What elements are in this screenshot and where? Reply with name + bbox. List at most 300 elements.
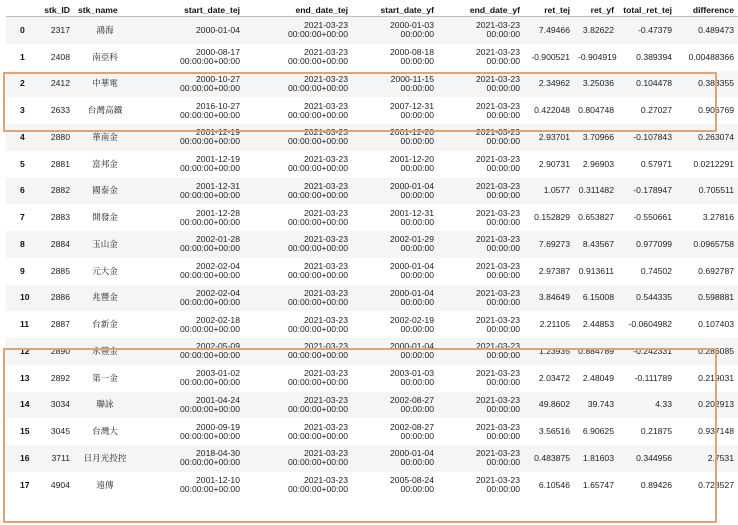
cell-stk-id: 2886 [50, 292, 70, 303]
cell-stk-name: 第一金 [92, 372, 118, 383]
time-value: 00:00:00+00:00 [180, 109, 240, 120]
row-index: 9 [20, 265, 25, 276]
time-value: 00:00:00 [486, 457, 520, 468]
date-value: 2021-03-23 [476, 47, 520, 58]
time-value: 00:00:00+00:00 [180, 377, 240, 388]
cell-start-date-yf [352, 258, 438, 285]
time-value: 00:00:00 [400, 82, 434, 93]
cell-ret-yf: 2.44853 [582, 319, 614, 330]
cell-total-ret-tej: 0.977099 [636, 238, 672, 249]
time-value: 00:00:00+00:00 [180, 484, 240, 495]
cell-stk-id: 2408 [50, 51, 70, 62]
date-value: 2021-03-23 [476, 73, 520, 84]
time-value: 00:00:00+00:00 [180, 189, 240, 200]
cell-start-date-yf [352, 445, 438, 472]
time-value: 00:00:00+00:00 [180, 82, 240, 93]
cell-stk-id: 2633 [50, 105, 70, 116]
cell-start-date-tej [136, 231, 244, 258]
cell-start-date-tej [136, 338, 244, 365]
cell-end-date-tej [244, 204, 352, 231]
date-value: 2021-03-23 [476, 100, 520, 111]
cell-start-date-tej [136, 311, 244, 338]
date-value: 2003-01-03 [390, 368, 434, 379]
date-value: 2021-03-23 [304, 47, 348, 58]
date-value: 2001-12-20 [390, 127, 434, 138]
time-value: 00:00:00 [486, 29, 520, 40]
time-value: 00:00:00 [486, 82, 520, 93]
cell-start-date-yf [352, 392, 438, 419]
date-value: 2002-08-27 [390, 394, 434, 405]
cell-difference: 0.692787 [698, 265, 734, 276]
cell-stk-name: 華南金 [92, 131, 118, 142]
dataframe-table [6, 3, 738, 499]
date-value: 2021-03-23 [476, 207, 520, 218]
date-value: 2021-03-23 [476, 287, 520, 298]
cell-end-date-tej [244, 178, 352, 205]
date-value: 2021-03-23 [304, 341, 348, 352]
date-value: 2001-12-10 [196, 475, 240, 486]
row-index: 10 [20, 292, 30, 303]
cell-difference: 0.0965758 [693, 238, 734, 249]
cell-difference: 0.598881 [698, 292, 734, 303]
date-value: 2021-03-23 [304, 448, 348, 459]
date-value: 2021-03-23 [476, 421, 520, 432]
date-value: 2016-10-27 [196, 100, 240, 111]
date-value: 2021-03-23 [304, 368, 348, 379]
cell-total-ret-tej: 0.27027 [640, 105, 672, 116]
table-row [6, 418, 738, 445]
column-header: end_date_yf [438, 3, 524, 17]
cell-end-date-yf [438, 124, 524, 151]
time-value: 00:00:00 [400, 109, 434, 120]
cell-start-date-yf [352, 124, 438, 151]
time-value: 00:00:00+00:00 [288, 270, 348, 281]
cell-ret-yf: 0.653827 [578, 212, 614, 223]
time-value: 00:00:00 [400, 350, 434, 361]
row-index: 3 [20, 105, 25, 116]
time-value: 00:00:00+00:00 [288, 82, 348, 93]
cell-stk-name: 台新金 [92, 319, 118, 330]
cell-end-date-tej [244, 472, 352, 499]
column-header: ret_yf [574, 3, 618, 17]
cell-ret-tej: 2.03472 [538, 372, 570, 383]
column-header: difference [676, 3, 738, 17]
cell-start-date-tej [136, 418, 244, 445]
cell-end-date-yf [438, 392, 524, 419]
date-value: 2002-02-04 [196, 261, 240, 272]
cell-ret-tej: 2.90731 [538, 158, 570, 169]
date-value: 2002-08-27 [390, 421, 434, 432]
date-value: 2021-03-23 [304, 421, 348, 432]
time-value: 00:00:00 [400, 296, 434, 307]
cell-start-date-tej [136, 71, 244, 98]
time-value: 00:00:00 [486, 377, 520, 388]
table-body [6, 17, 738, 499]
date-value: 2000-09-19 [196, 421, 240, 432]
cell-ret-tej: 3.84649 [538, 292, 570, 303]
table-row [6, 178, 738, 205]
cell-start-date-tej [136, 285, 244, 312]
time-value: 00:00:00 [486, 430, 520, 441]
date-value: 2021-03-23 [304, 154, 348, 165]
cell-total-ret-tej: 0.74502 [640, 265, 672, 276]
date-value: 2021-03-23 [304, 127, 348, 138]
cell-end-date-tej [244, 151, 352, 178]
cell-stk-name: 玉山金 [92, 238, 118, 249]
date-value: 2000-08-18 [390, 47, 434, 58]
time-value: 00:00:00 [400, 403, 434, 414]
cell-difference: 2.7531 [707, 452, 734, 463]
time-value: 00:00:00 [400, 163, 434, 174]
row-index: 12 [20, 345, 30, 356]
time-value: 00:00:00+00:00 [180, 457, 240, 468]
cell-stk-id: 2412 [50, 78, 70, 89]
date-value: 2021-03-23 [476, 368, 520, 379]
cell-stk-id: 2882 [50, 185, 70, 196]
cell-end-date-tej [244, 258, 352, 285]
date-value: 2001-12-31 [196, 180, 240, 191]
cell-stk-name: 南亞科 [92, 51, 118, 62]
time-value: 00:00:00+00:00 [288, 484, 348, 495]
cell-end-date-tej [244, 392, 352, 419]
cell-ret-tej: 2.21105 [539, 319, 570, 330]
time-value: 00:00:00 [486, 243, 520, 254]
cell-ret-yf: 3.25036 [582, 78, 614, 89]
date-value: 2018-04-30 [196, 448, 240, 459]
cell-start-date-yf [352, 338, 438, 365]
column-header: ret_tej [524, 3, 574, 17]
time-value: 00:00:00 [400, 56, 434, 67]
cell-difference: 0.705511 [698, 185, 734, 196]
time-value: 00:00:00 [486, 56, 520, 67]
column-header: start_date_tej [136, 3, 244, 17]
cell-start-date-yf [352, 151, 438, 178]
cell-end-date-tej [244, 311, 352, 338]
column-header: total_ret_tej [618, 3, 676, 17]
cell-difference: 0.107403 [698, 319, 734, 330]
cell-difference: 0.00488366 [688, 51, 734, 62]
date-value: 2001-12-20 [390, 154, 434, 165]
cell-end-date-tej [244, 44, 352, 71]
cell-ret-tej: 7.49466 [538, 24, 570, 35]
cell-stk-name: 永豐金 [92, 345, 118, 356]
cell-start-date-tej [136, 365, 244, 392]
cell-total-ret-tej: 0.544335 [636, 292, 672, 303]
cell-end-date-yf [438, 151, 524, 178]
cell-stk-id: 3034 [50, 399, 70, 410]
time-value: 00:00:00 [486, 323, 520, 334]
cell-end-date-tej [244, 97, 352, 124]
column-header: stk_ID [38, 3, 74, 17]
cell-total-ret-tej: 0.104478 [636, 78, 672, 89]
cell-ret-yf: 0.804748 [578, 105, 614, 116]
cell-end-date-tej [244, 285, 352, 312]
time-value: 00:00:00 [486, 350, 520, 361]
date-value: 2021-03-23 [304, 475, 348, 486]
date-value: 2002-02-19 [390, 314, 434, 325]
date-value: 2000-01-04 [390, 341, 434, 352]
date-value: 2000-10-27 [196, 73, 240, 84]
time-value: 00:00:00+00:00 [180, 56, 240, 67]
cell-end-date-tej [244, 124, 352, 151]
cell-difference: 0.728527 [698, 479, 734, 490]
table-row [6, 44, 738, 71]
cell-end-date-tej [244, 418, 352, 445]
cell-total-ret-tej: -0.242331 [633, 345, 672, 356]
cell-end-date-yf [438, 365, 524, 392]
cell-end-date-yf [438, 418, 524, 445]
date-value: 2021-03-23 [304, 100, 348, 111]
cell-difference: 0.0212291 [693, 158, 734, 169]
table-row [6, 365, 738, 392]
cell-stk-id: 2880 [50, 131, 70, 142]
cell-difference: 0.263074 [698, 131, 734, 142]
time-value: 00:00:00+00:00 [288, 29, 348, 40]
time-value: 00:00:00 [486, 189, 520, 200]
time-value: 00:00:00+00:00 [180, 323, 240, 334]
date-value: 2021-03-23 [304, 234, 348, 245]
date-value: 2021-03-23 [304, 180, 348, 191]
cell-end-date-yf [438, 311, 524, 338]
cell-start-date-yf [352, 285, 438, 312]
date-value: 2021-03-23 [304, 207, 348, 218]
cell-total-ret-tej: 0.21875 [640, 426, 672, 437]
date-value: 2000-01-03 [390, 20, 434, 31]
row-index: 4 [20, 131, 25, 142]
time-value: 00:00:00 [400, 430, 434, 441]
cell-stk-name: 遠傳 [96, 479, 114, 490]
date-value: 2021-03-23 [476, 314, 520, 325]
date-value: 2021-03-23 [476, 180, 520, 191]
cell-difference: 0.286085 [698, 345, 734, 356]
cell-total-ret-tej: 4.33 [655, 399, 672, 410]
date-value: 2001-12-19 [196, 154, 240, 165]
cell-start-date-tej [136, 392, 244, 419]
cell-start-date-yf [352, 17, 438, 44]
cell-start-date-yf [352, 97, 438, 124]
cell-end-date-yf [438, 17, 524, 44]
time-value: 00:00:00+00:00 [180, 430, 240, 441]
cell-stk-id: 3045 [50, 426, 70, 437]
date-value: 2007-12-31 [390, 100, 434, 111]
column-header: end_date_tej [244, 3, 352, 17]
cell-stk-id: 3711 [51, 452, 70, 463]
time-value: 00:00:00+00:00 [288, 377, 348, 388]
cell-stk-name: 開發金 [92, 212, 118, 223]
cell-ret-yf: 0.913611 [578, 265, 614, 276]
time-value: 00:00:00 [400, 377, 434, 388]
cell-stk-name: 元大金 [92, 265, 118, 276]
table-row [6, 311, 738, 338]
cell-ret-yf: 2.48049 [582, 372, 614, 383]
table-row [6, 338, 738, 365]
time-value: 00:00:00 [486, 163, 520, 174]
time-value: 00:00:00+00:00 [288, 403, 348, 414]
cell-ret-yf: 0.884789 [578, 345, 614, 356]
index-header [6, 3, 38, 17]
row-index: 2 [20, 78, 25, 89]
time-value: 00:00:00+00:00 [180, 216, 240, 227]
date-value: 2000-01-04 [390, 287, 434, 298]
column-header: start_date_yf [352, 3, 438, 17]
time-value: 00:00:00+00:00 [288, 430, 348, 441]
cell-stk-id: 2317 [50, 24, 70, 35]
cell-stk-id: 2892 [50, 372, 70, 383]
table-row [6, 124, 738, 151]
date-value: 2021-03-23 [476, 127, 520, 138]
cell-end-date-tej [244, 445, 352, 472]
cell-start-date-tej [136, 178, 244, 205]
cell-start-date-tej [136, 472, 244, 499]
cell-stk-id: 2885 [50, 265, 70, 276]
cell-difference: 0.489473 [698, 24, 734, 35]
date-value: 2000-01-04 [390, 261, 434, 272]
time-value: 00:00:00+00:00 [288, 136, 348, 147]
table-row [6, 151, 738, 178]
table-row [6, 204, 738, 231]
cell-end-date-yf [438, 472, 524, 499]
time-value: 00:00:00+00:00 [180, 350, 240, 361]
time-value: 00:00:00 [400, 216, 434, 227]
time-value: 00:00:00+00:00 [180, 270, 240, 281]
time-value: 00:00:00+00:00 [288, 56, 348, 67]
cell-end-date-tej [244, 231, 352, 258]
cell-end-date-yf [438, 338, 524, 365]
cell-start-date-yf [352, 71, 438, 98]
date-value: 2001-12-31 [390, 207, 434, 218]
column-header: stk_name [74, 3, 136, 17]
cell-start-date-tej [136, 445, 244, 472]
cell-total-ret-tej: -0.550661 [633, 212, 672, 223]
date-value: 2000-01-04 [196, 24, 240, 35]
cell-end-date-tej [244, 17, 352, 44]
cell-start-date-yf [352, 231, 438, 258]
cell-start-date-yf [352, 204, 438, 231]
cell-difference: 0.937148 [698, 426, 734, 437]
cell-stk-name: 鴻海 [96, 24, 114, 35]
row-index: 11 [20, 319, 30, 330]
cell-total-ret-tej: 0.389394 [636, 51, 672, 62]
date-value: 2001-04-24 [196, 394, 240, 405]
cell-ret-yf: -0.904919 [578, 51, 617, 62]
date-value: 2002-05-09 [196, 341, 240, 352]
cell-start-date-tej [136, 258, 244, 285]
time-value: 00:00:00+00:00 [288, 350, 348, 361]
date-value: 2021-03-23 [476, 234, 520, 245]
time-value: 00:00:00 [486, 403, 520, 414]
date-value: 2021-03-23 [304, 73, 348, 84]
cell-total-ret-tej: 0.57971 [640, 158, 672, 169]
cell-start-date-tej [136, 124, 244, 151]
date-value: 2021-03-23 [304, 394, 348, 405]
cell-difference: 3.27816 [702, 212, 734, 223]
cell-ret-yf: 1.65747 [582, 479, 614, 490]
cell-total-ret-tej: -0.178947 [633, 185, 672, 196]
cell-start-date-yf [352, 418, 438, 445]
cell-ret-tej: 49.8602 [538, 399, 570, 410]
date-value: 2002-01-28 [196, 234, 240, 245]
date-value: 2021-03-23 [304, 20, 348, 31]
time-value: 00:00:00+00:00 [288, 323, 348, 334]
table-row [6, 17, 738, 44]
cell-ret-yf: 6.15008 [582, 292, 614, 303]
cell-stk-name: 台灣高鐵 [87, 105, 123, 116]
row-index: 7 [20, 212, 25, 223]
cell-total-ret-tej: 0.344956 [636, 452, 672, 463]
time-value: 00:00:00+00:00 [288, 109, 348, 120]
cell-ret-tej: 0.483875 [534, 452, 570, 463]
time-value: 00:00:00 [400, 136, 434, 147]
cell-end-date-yf [438, 178, 524, 205]
header-row [6, 3, 738, 17]
cell-difference: 0.219031 [698, 372, 734, 383]
cell-stk-name: 日月光投控 [83, 452, 127, 463]
cell-total-ret-tej: -0.0604982 [628, 319, 672, 330]
row-index: 17 [20, 479, 30, 490]
cell-ret-tej: -0.900521 [531, 51, 570, 62]
row-index: 13 [20, 372, 30, 383]
cell-stk-name: 富邦金 [92, 158, 118, 169]
time-value: 00:00:00+00:00 [288, 189, 348, 200]
time-value: 00:00:00 [400, 189, 434, 200]
time-value: 00:00:00+00:00 [288, 457, 348, 468]
cell-stk-id: 2884 [50, 238, 70, 249]
cell-end-date-yf [438, 71, 524, 98]
date-value: 2021-03-23 [476, 20, 520, 31]
cell-start-date-tej [136, 97, 244, 124]
cell-start-date-yf [352, 311, 438, 338]
cell-end-date-tej [244, 71, 352, 98]
time-value: 00:00:00 [486, 109, 520, 120]
cell-ret-tej: 1.23935 [538, 345, 570, 356]
row-index: 6 [20, 185, 25, 196]
row-index: 14 [20, 399, 30, 410]
time-value: 00:00:00 [486, 296, 520, 307]
cell-stk-id: 4904 [50, 479, 70, 490]
cell-ret-yf: 39.743 [587, 399, 614, 410]
time-value: 00:00:00+00:00 [288, 243, 348, 254]
time-value: 00:00:00+00:00 [288, 216, 348, 227]
cell-start-date-yf [352, 365, 438, 392]
time-value: 00:00:00 [486, 216, 520, 227]
cell-ret-yf: 0.311482 [578, 185, 614, 196]
cell-start-date-yf [352, 178, 438, 205]
time-value: 00:00:00+00:00 [180, 296, 240, 307]
cell-end-date-tej [244, 365, 352, 392]
cell-start-date-yf [352, 472, 438, 499]
time-value: 00:00:00+00:00 [180, 243, 240, 254]
cell-end-date-yf [438, 445, 524, 472]
row-index: 1 [20, 51, 25, 62]
cell-ret-yf: 3.82622 [582, 24, 614, 35]
row-index: 16 [20, 452, 30, 463]
time-value: 00:00:00+00:00 [180, 403, 240, 414]
cell-stk-name: 聯詠 [96, 399, 114, 410]
row-index: 0 [20, 24, 25, 35]
table-row [6, 392, 738, 419]
cell-stk-name: 中華電 [92, 78, 118, 89]
time-value: 00:00:00+00:00 [180, 136, 240, 147]
cell-start-date-tej [136, 204, 244, 231]
cell-start-date-yf [352, 44, 438, 71]
time-value: 00:00:00+00:00 [180, 163, 240, 174]
date-value: 2021-03-23 [304, 287, 348, 298]
date-value: 2003-01-02 [196, 368, 240, 379]
cell-stk-name: 國泰金 [92, 185, 118, 196]
row-index: 15 [20, 426, 30, 437]
cell-ret-yf: 6.90625 [582, 426, 614, 437]
date-value: 2005-08-24 [390, 475, 434, 486]
